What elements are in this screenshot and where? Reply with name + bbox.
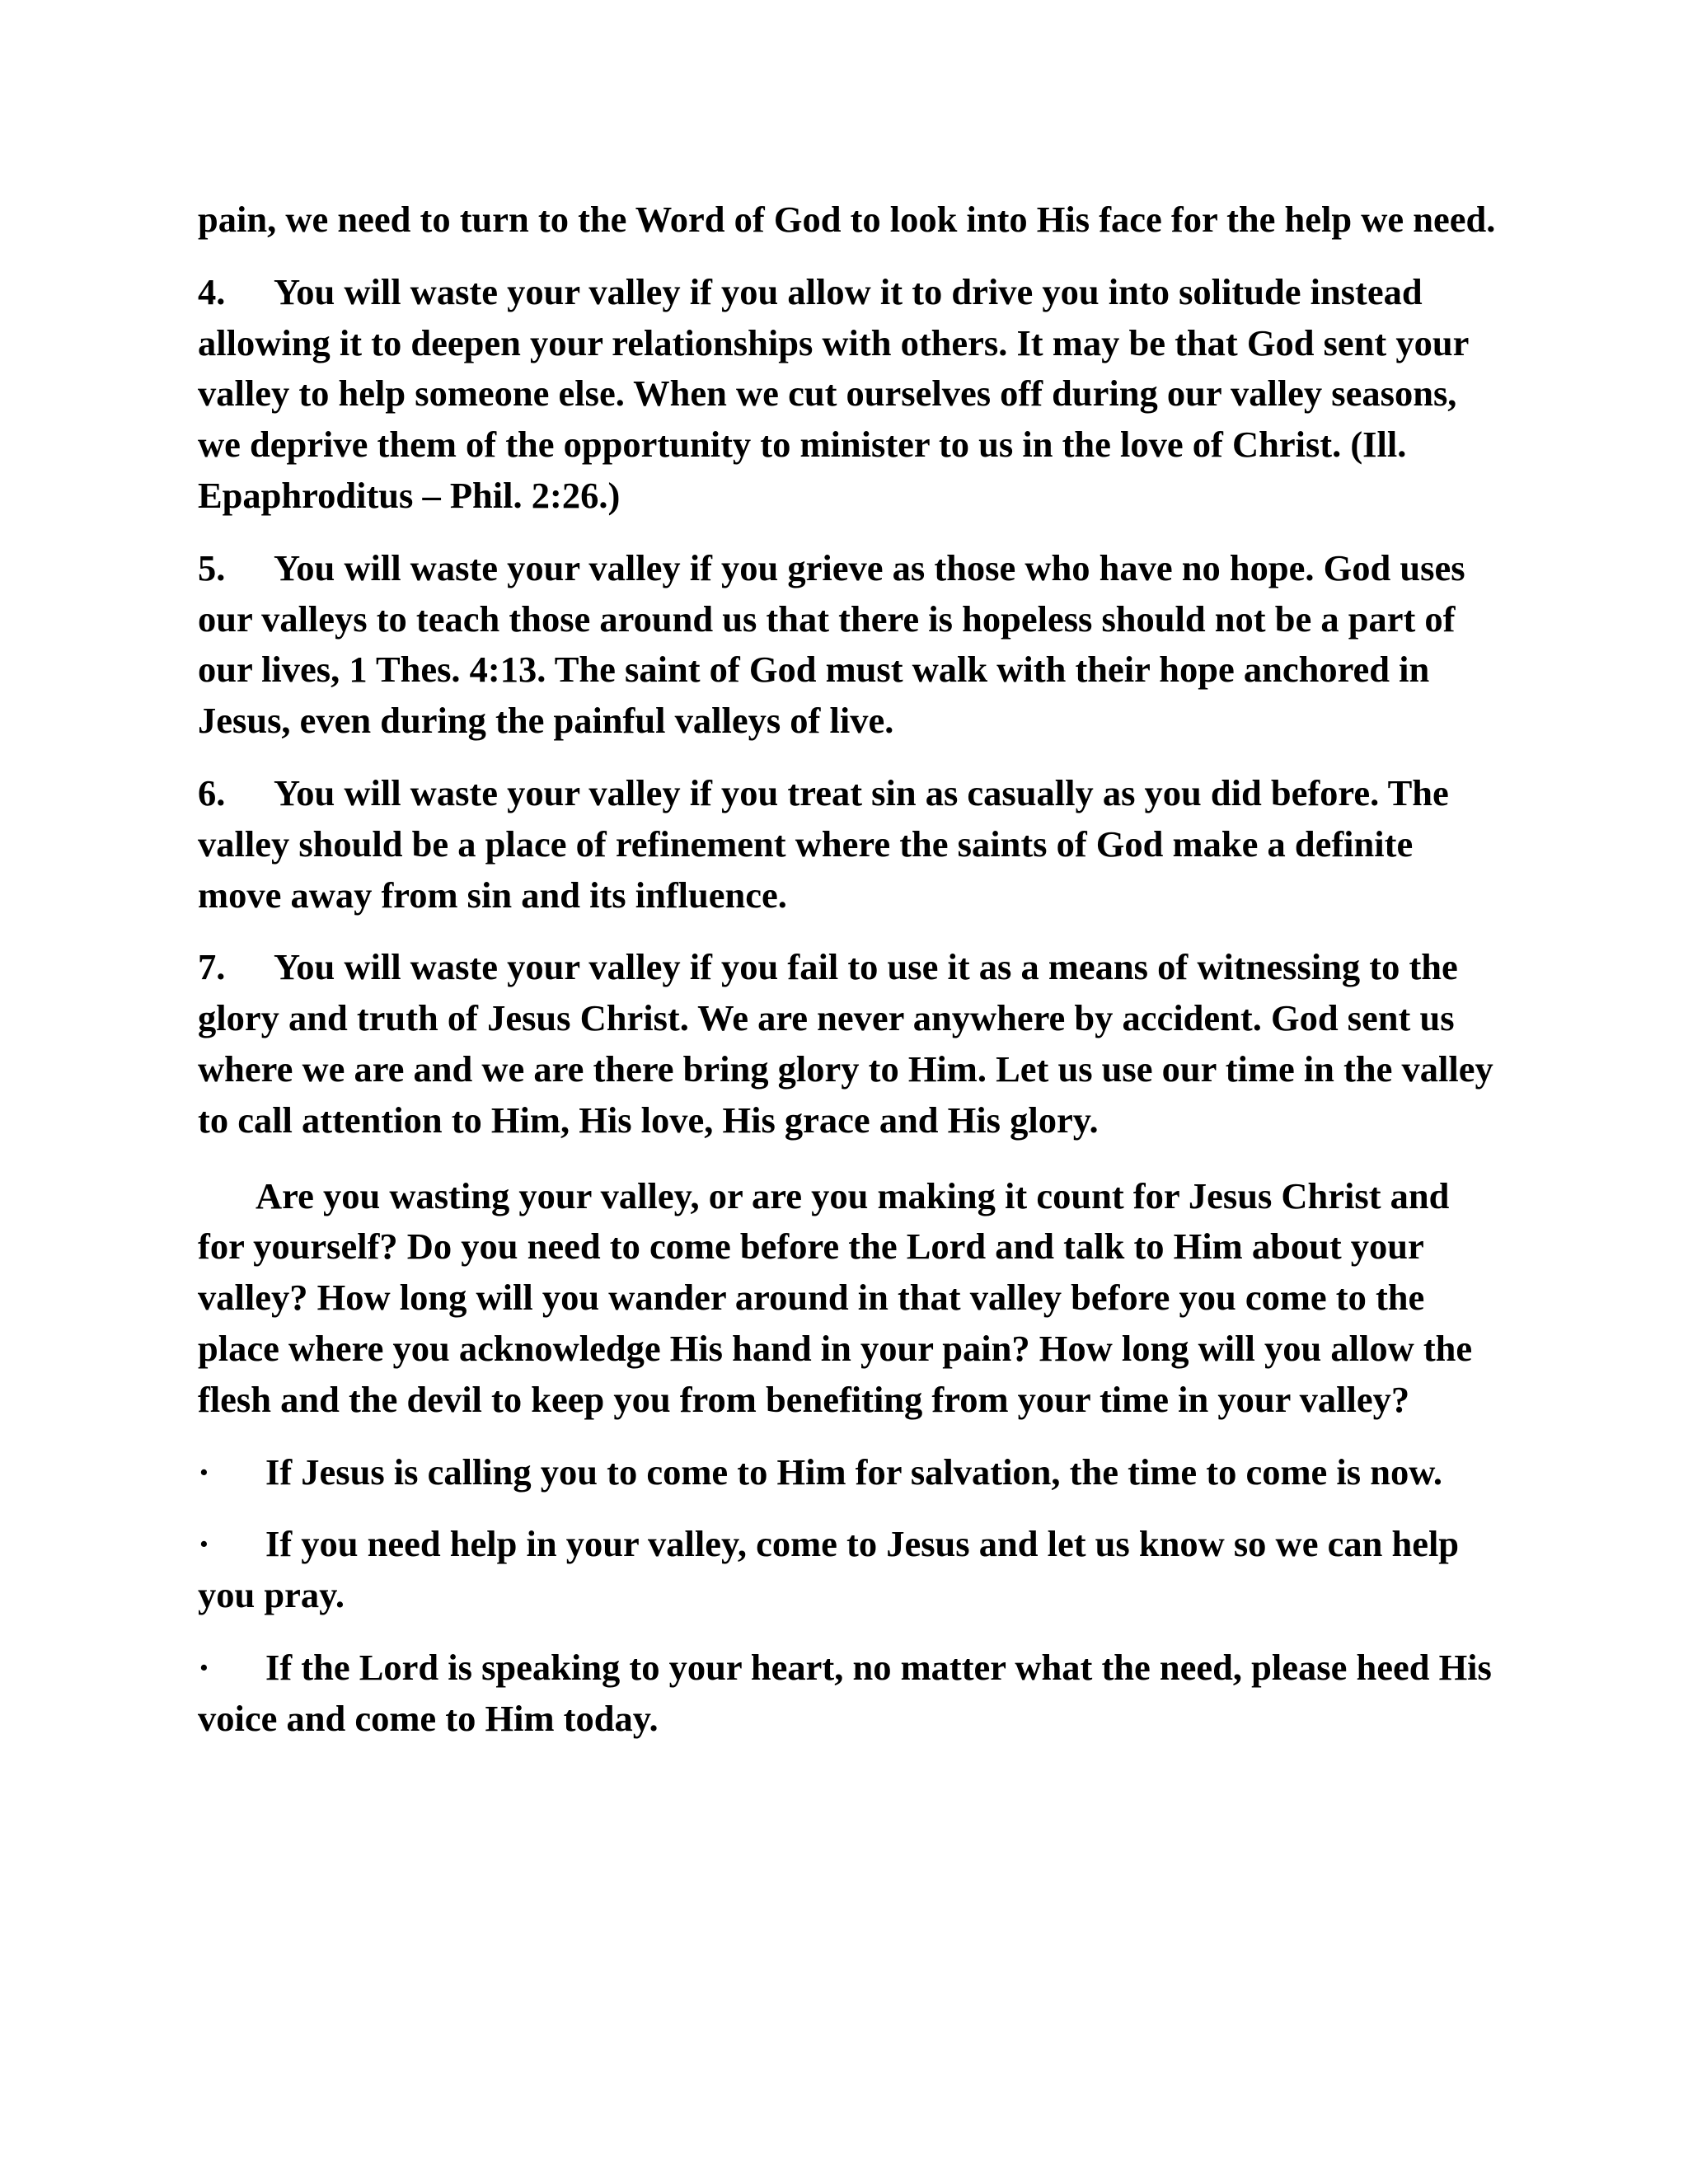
point-5 <box>198 543 1500 747</box>
point-4 <box>198 267 1500 522</box>
bullet-item <box>198 1447 1500 1498</box>
bullet-item <box>198 1519 1500 1621</box>
point-text: You will waste your valley if you allow it to drive you into solitude instead allowing it to deepen your relationships with others. It may be that God sent your valley to help someone else. When we cut ourselves off during our valley seasons, we deprive them of the opportunity to minister to us in the love of Christ. (Ill. Epaphroditus – Phil. 2:26.) <box>198 270 1469 516</box>
point-number: 5. <box>198 546 226 588</box>
point-number: 7. <box>198 946 226 988</box>
point-text: You will waste your valley if you treat sin as casually as you did before. The valley should be a place of refinement where the saints of God make a definite move away from sin and its influence. <box>198 771 1449 916</box>
continuation-paragraph: pain, we need to turn to the Word of God to look into His face for the help we need. <box>198 199 1496 240</box>
point-6 <box>198 768 1500 921</box>
point-text: You will waste your valley if you fail to use it as a means of witnessing to the glory and truth of Jesus Christ. We are never anywhere by accident. God sent us where we are and we are there bring glory to Him. Let us use our time in the valley to call attention to Him, His love, His grace and His glory. <box>198 946 1493 1141</box>
bullet-text: If the Lord is speaking to your heart, no matter what the need, please heed His voice and come to Him today. <box>198 1646 1492 1739</box>
closing-paragraph: Are you wasting your valley, or are you making it count for Jesus Christ and for yourself? Do you need to come before the Lord and talk to Him about your valley? How long will you wander around in that valley before you come to the place where you acknowledge His hand in your pain? How long will you allow the flesh and the devil to keep you from benefiting from your time in your valley? <box>198 1174 1473 1420</box>
bullet-marker: · <box>198 1646 210 1688</box>
point-number: 6. <box>198 771 226 813</box>
point-7 <box>198 942 1500 1146</box>
bullet-item <box>198 1643 1500 1745</box>
bullet-text: If you need help in your valley, come to Jesus and let us know so we can help you pray. <box>198 1523 1460 1616</box>
point-number: 4. <box>198 270 226 312</box>
bullet-marker: · <box>198 1451 210 1493</box>
bullet-text: If Jesus is calling you to come to Him for salvation, the time to come is now. <box>265 1451 1442 1493</box>
bullet-marker: · <box>198 1523 210 1565</box>
document-page <box>198 194 1500 1766</box>
point-text: You will waste your valley if you grieve as those who have no hope. God uses our valleys to teach those around us that there is hopeless should not be a part of our lives, 1 Thes. 4:13. The saint of God must walk with their hope anchored in Jesus, even during the painful valleys of live. <box>198 546 1465 742</box>
